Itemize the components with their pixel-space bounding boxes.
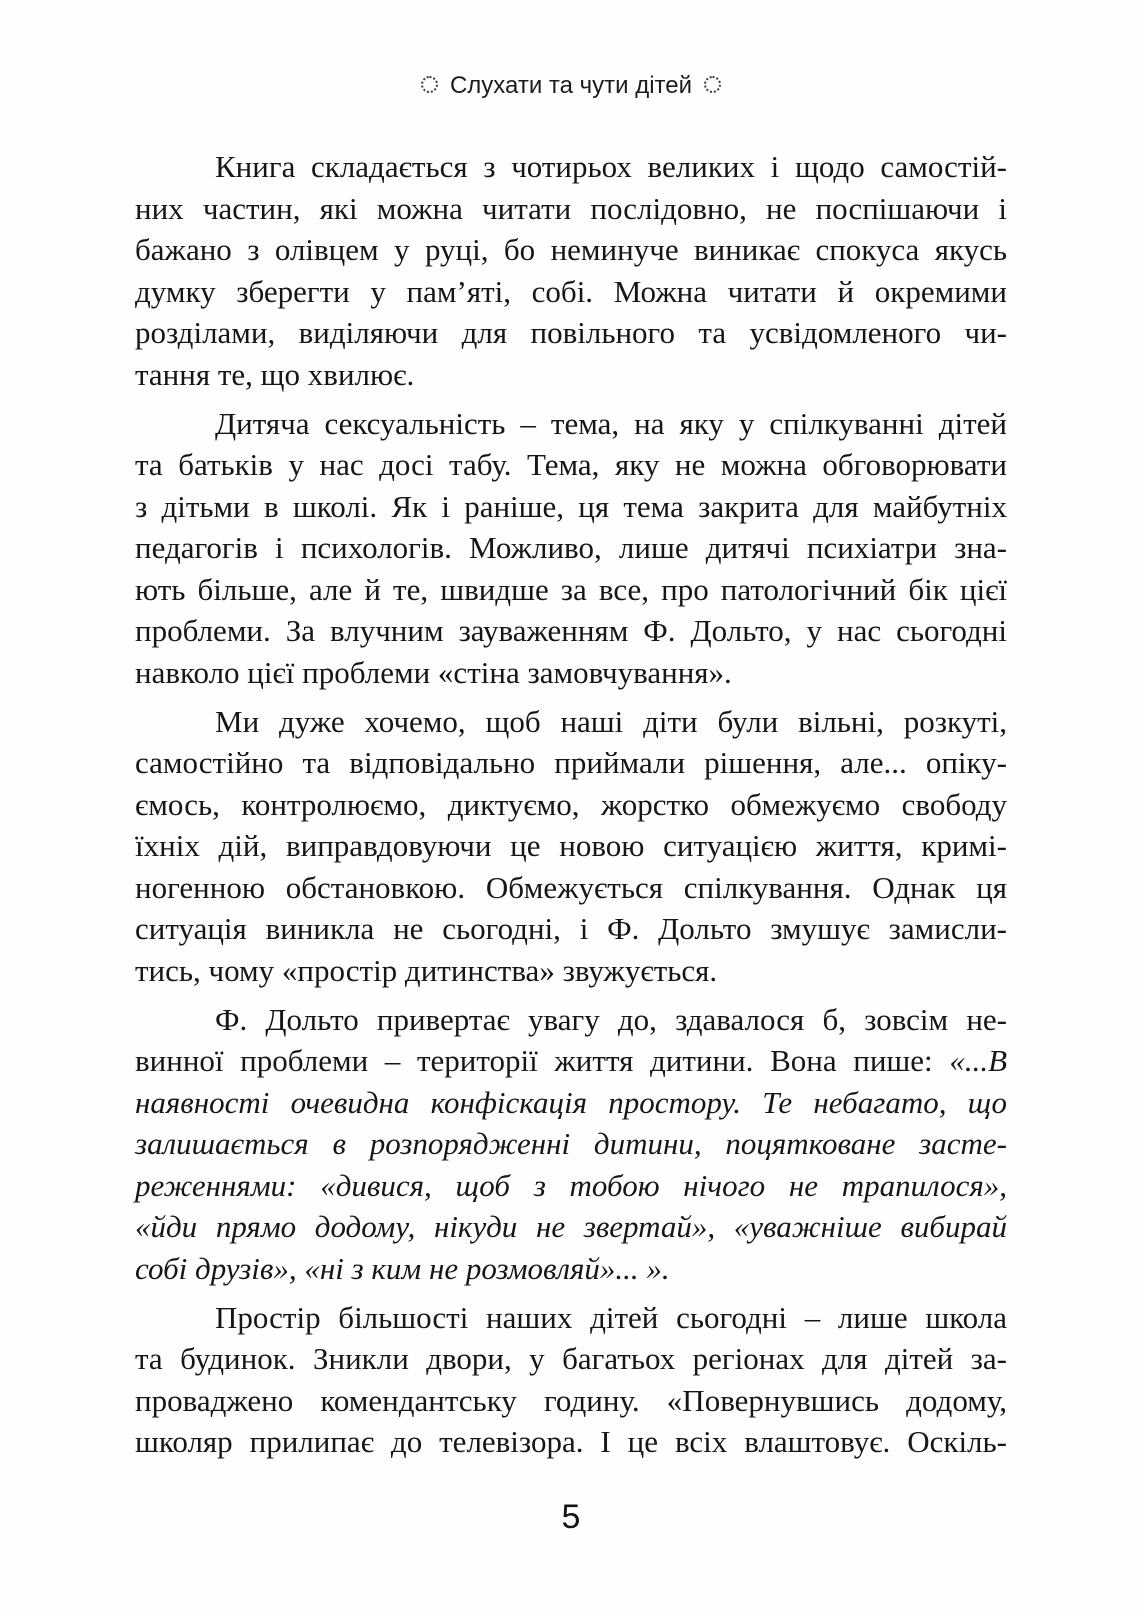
text-line: Ми дуже хочемо, щоб наші діти були вільні, розкуті, bbox=[215, 703, 1007, 739]
text-line: тання те, що хвилює. bbox=[135, 356, 415, 392]
text-line: та будинок. Зникли двори, у багатьох регіонах для дітей за- bbox=[135, 1341, 1007, 1376]
page-body bbox=[135, 146, 1007, 1470]
text-line: проваджено комендантську годину. «Повернувшись додому, bbox=[135, 1382, 1007, 1418]
text-line: школяр прилипає до телевізора. І це всіх влаштовує. Оскіль- bbox=[135, 1424, 1007, 1459]
quote-line: реженнями: «дивися, щоб з тобою нічого не трапилося», bbox=[135, 1167, 1007, 1203]
text-line: ємось, контролюємо, диктуємо, жорстко обмежуємо свободу bbox=[135, 786, 1007, 822]
quote-run: «...В bbox=[949, 1043, 1007, 1078]
text-line: їхніх дій, виправдовуючи це новою ситуацією життя, кримі- bbox=[135, 828, 1007, 863]
text-line: розділами, виділяючи для повільного та усвідомленого чи- bbox=[135, 315, 1007, 350]
text-line: ють більше, але й те, швидше за все, про патологічний бік цієї bbox=[135, 571, 1007, 607]
text-line: самостійно та відповідально приймали рішення, але... опіку- bbox=[135, 745, 1007, 780]
paragraph-quote bbox=[135, 999, 1007, 1290]
text-line: Книга складається з чотирьох великих і щодо самостій- bbox=[215, 149, 1007, 184]
text-line: педагогів і психологів. Можливо, лише дитячі психіатри зна- bbox=[135, 530, 1007, 565]
text-line: та батьків у нас досі табу. Тема, яку не можна обговорювати bbox=[135, 447, 1007, 482]
page-number: 5 bbox=[561, 1498, 581, 1536]
quote-line: «йди прямо додому, нікуди не звертай», «уважніше вибирай bbox=[135, 1209, 1007, 1244]
text-line: бажано з олівцем у руці, бо неминуче виникає спокуса якусь bbox=[135, 232, 1007, 267]
text-line: Простір більшості наших дітей сьогодні – лише школа bbox=[215, 1299, 1007, 1335]
paragraph bbox=[135, 1297, 1007, 1463]
text-run: винної проблеми – території життя дитини. Вона пише: bbox=[135, 1043, 950, 1078]
quote-line: залишається в розпорядженні дитини, поцятковане засте- bbox=[135, 1126, 1007, 1161]
text-line: них частин, які можна читати послідовно, не поспішаючи і bbox=[135, 190, 1007, 226]
text-line: ногенною обстановкою. Обмежується спілкування. Однак ця bbox=[135, 869, 1007, 905]
text-line: навколо цієї проблеми «стіна замовчування». bbox=[135, 654, 732, 690]
paragraph bbox=[135, 146, 1007, 395]
text-line: ситуація виникла не сьогодні, і Ф. Дольто змушує замисли- bbox=[135, 911, 1007, 946]
quote-line: собі друзів», «ні з ким не розмовляй»... ». bbox=[135, 1250, 670, 1286]
paragraph bbox=[135, 701, 1007, 992]
text-line: думку зберегти у пам’яті, собі. Можна читати й окремими bbox=[135, 273, 1007, 309]
running-header bbox=[0, 72, 1142, 100]
quote-line: наявності очевидна конфіскація простору. Те небагато, що bbox=[135, 1084, 1007, 1120]
text-line: проблеми. За влучним зауваженням Ф. Дольто, у нас сьогодні bbox=[135, 613, 1007, 648]
text-line: Ф. Дольто привертає увагу до, здавалося б, зовсім не- bbox=[215, 1001, 1007, 1037]
text-line: з дітьми в школі. Як і раніше, ця тема закрита для майбутніх bbox=[135, 488, 1007, 524]
text-line: тись, чому «простір дитинства» звужується. bbox=[135, 952, 718, 988]
dotted-circle-icon bbox=[421, 76, 438, 93]
header-title: Слухати та чути дітей bbox=[449, 72, 693, 99]
text-line bbox=[135, 1040, 1007, 1082]
dotted-circle-icon bbox=[704, 76, 721, 93]
text-line: Дитяча сексуальність – тема, на яку у спілкуванні дітей bbox=[215, 405, 1007, 441]
paragraph bbox=[135, 403, 1007, 694]
